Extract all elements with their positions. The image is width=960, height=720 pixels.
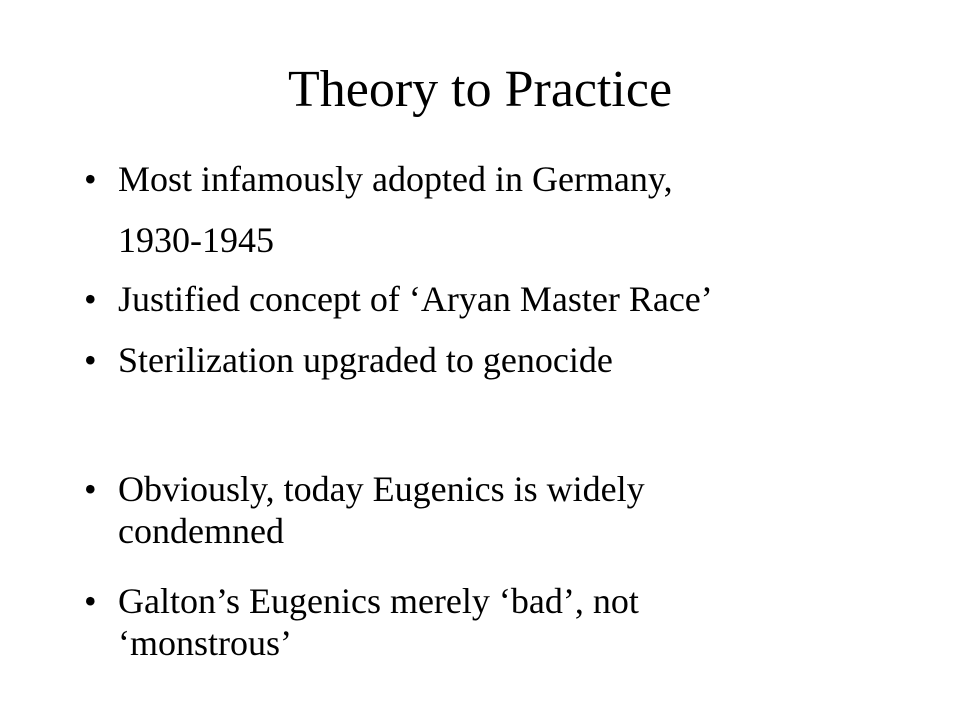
bullet-text: Sterilization upgraded to genocide	[118, 340, 613, 380]
bullet-item	[84, 158, 844, 200]
bullet-icon: •	[84, 279, 97, 319]
bullet-item	[84, 278, 844, 320]
bullet-text: Justified concept of ‘Aryan Master Race’	[118, 279, 713, 319]
bullet-item	[84, 468, 784, 552]
bullet-icon: •	[84, 340, 97, 380]
bullet-item	[84, 580, 784, 664]
slide-title: Theory to Practice	[287, 61, 673, 118]
bullet-icon: •	[84, 581, 97, 621]
bullet-icon: •	[84, 159, 97, 199]
bullet-text: Obviously, today Eugenics is widely condemned	[118, 469, 645, 551]
bullet-text: Galton’s Eugenics merely ‘bad’, not ‘monstrous’	[118, 581, 639, 663]
bullet-item	[84, 339, 844, 381]
bullet-icon: •	[84, 469, 97, 509]
bullet-text: Most infamously adopted in Germany,	[118, 159, 673, 199]
bullet-continuation: 1930-1945	[118, 220, 274, 260]
